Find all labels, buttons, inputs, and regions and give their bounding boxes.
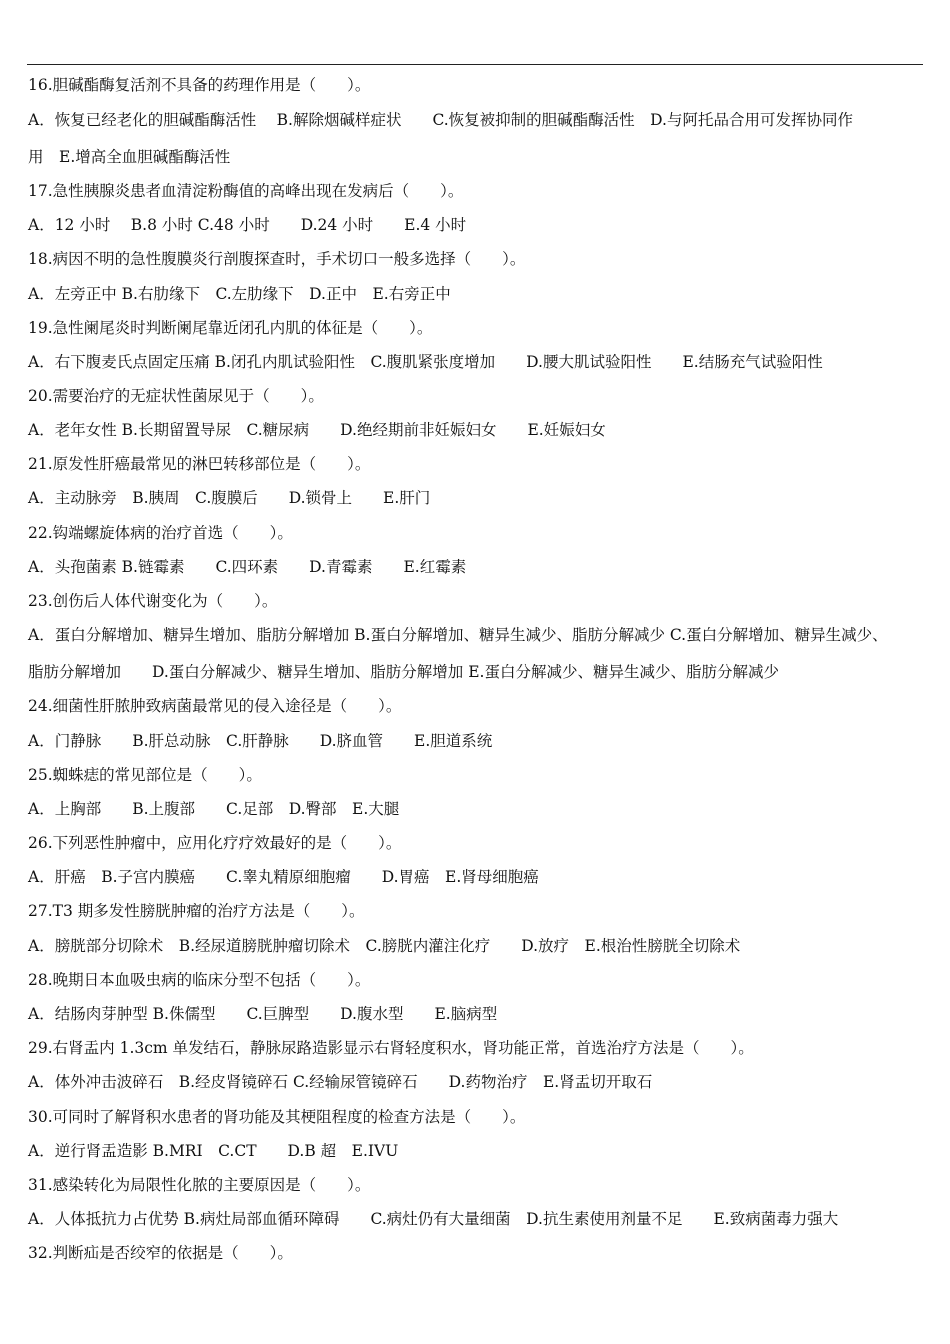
question-29-stem: 29.右肾盂内 1.3cm 单发结石，静脉尿路造影显示右肾轻度积水，肾功能正常，首选治疗方法是（ ）。 xyxy=(28,1039,754,1057)
question-22-options: A．头孢菌素 B.链霉素 C.四环素 D.青霉素 E.红霉素 xyxy=(28,558,467,576)
question-23-options: A．蛋白分解增加、糖异生增加、脂肪分解增加 B.蛋白分解增加、糖异生减少、脂肪分解减少 C.蛋白分解增加、糖异生减少、 xyxy=(28,626,888,644)
question-19-options: A．右下腹麦氏点固定压痛 B.闭孔内肌试验阳性 C.腹肌紧张度增加 D.腰大肌试验阳性 E.结肠充气试验阳性 xyxy=(28,353,823,371)
question-23-stem: 23.创伤后人体代谢变化为（ ）。 xyxy=(28,592,278,610)
question-16-options-cont: 用 E.增高全血胆碱酯酶活性 xyxy=(28,148,231,166)
question-32-stem: 32.判断疝是否绞窄的依据是（ ）。 xyxy=(28,1244,293,1262)
question-31-options: A．人体抵抗力占优势 B.病灶局部血循环障碍 C.病灶仍有大量细菌 D.抗生素使用剂量不足 E.致病菌毒力强大 xyxy=(28,1210,839,1228)
question-23-options-cont: 脂肪分解增加 D.蛋白分解减少、糖异生增加、脂肪分解增加 E.蛋白分解减少、糖异生减少、脂肪分解减少 xyxy=(28,663,779,681)
question-16-options: A．恢复已经老化的胆碱酯酶活性 B.解除烟碱样症状 C.恢复被抑制的胆碱酯酶活性 D.与阿托品合用可发挥协同作 xyxy=(28,111,853,129)
question-28-options: A．结肠肉芽肿型 B.侏儒型 C.巨脾型 D.腹水型 E.脑病型 xyxy=(28,1005,498,1023)
question-17-stem: 17.急性胰腺炎患者血清淀粉酶值的高峰出现在发病后（ ）。 xyxy=(28,182,464,200)
question-21-stem: 21.原发性肝癌最常见的淋巴转移部位是（ ）。 xyxy=(28,455,371,473)
question-27-options: A．膀胱部分切除术 B.经尿道膀胱肿瘤切除术 C.膀胱内灌注化疗 D.放疗 E.根治性膀胱全切除术 xyxy=(28,937,741,955)
question-17-options: A．12 小时 B.8 小时 C.48 小时 D.24 小时 E.4 小时 xyxy=(28,216,467,234)
question-28-stem: 28.晚期日本血吸虫病的临床分型不包括（ ）。 xyxy=(28,971,371,989)
question-27-stem: 27.T3 期多发性膀胱肿瘤的治疗方法是（ ）。 xyxy=(28,902,365,920)
question-30-options: A．逆行肾盂造影 B.MRI C.CT D.B 超 E.IVU xyxy=(28,1142,399,1160)
header-rule xyxy=(27,64,923,65)
question-16-stem: 16.胆碱酯酶复活剂不具备的药理作用是（ ）。 xyxy=(28,76,371,94)
question-19-stem: 19.急性阑尾炎时判断阑尾靠近闭孔内肌的体征是（ ）。 xyxy=(28,319,433,337)
question-18-options: A．左旁正中 B.右肋缘下 C.左肋缘下 D.正中 E.右旁正中 xyxy=(28,285,451,303)
question-24-options: A．门静脉 B.肝总动脉 C.肝静脉 D.脐血管 E.胆道系统 xyxy=(28,732,493,750)
question-26-stem: 26.下列恶性肿瘤中，应用化疗疗效最好的是（ ）。 xyxy=(28,834,402,852)
question-20-options: A．老年女性 B.长期留置导尿 C.糖尿病 D.绝经期前非妊娠妇女 E.妊娠妇女 xyxy=(28,421,606,439)
question-22-stem: 22.钩端螺旋体病的治疗首选（ ）。 xyxy=(28,524,293,542)
question-25-stem: 25.蜘蛛痣的常见部位是（ ）。 xyxy=(28,766,262,784)
question-31-stem: 31.感染转化为局限性化脓的主要原因是（ ）。 xyxy=(28,1176,371,1194)
question-20-stem: 20.需要治疗的无症状性菌尿见于（ ）。 xyxy=(28,387,324,405)
question-26-options: A．肝癌 B.子宫内膜癌 C.睾丸精原细胞瘤 D.胃癌 E.肾母细胞癌 xyxy=(28,868,539,886)
question-18-stem: 18.病因不明的急性腹膜炎行剖腹探查时，手术切口一般多选择（ ）。 xyxy=(28,250,526,268)
question-24-stem: 24.细菌性肝脓肿致病菌最常见的侵入途径是（ ）。 xyxy=(28,697,402,715)
question-21-options: A．主动脉旁 B.胰周 C.腹膜后 D.锁骨上 E.肝门 xyxy=(28,489,431,507)
question-25-options: A．上胸部 B.上腹部 C.足部 D.臀部 E.大腿 xyxy=(28,800,400,818)
question-29-options: A．体外冲击波碎石 B.经皮肾镜碎石 C.经输尿管镜碎石 D.药物治疗 E.肾盂切开取石 xyxy=(28,1073,653,1091)
question-30-stem: 30.可同时了解肾积水患者的肾功能及其梗阻程度的检查方法是（ ）。 xyxy=(28,1108,526,1126)
